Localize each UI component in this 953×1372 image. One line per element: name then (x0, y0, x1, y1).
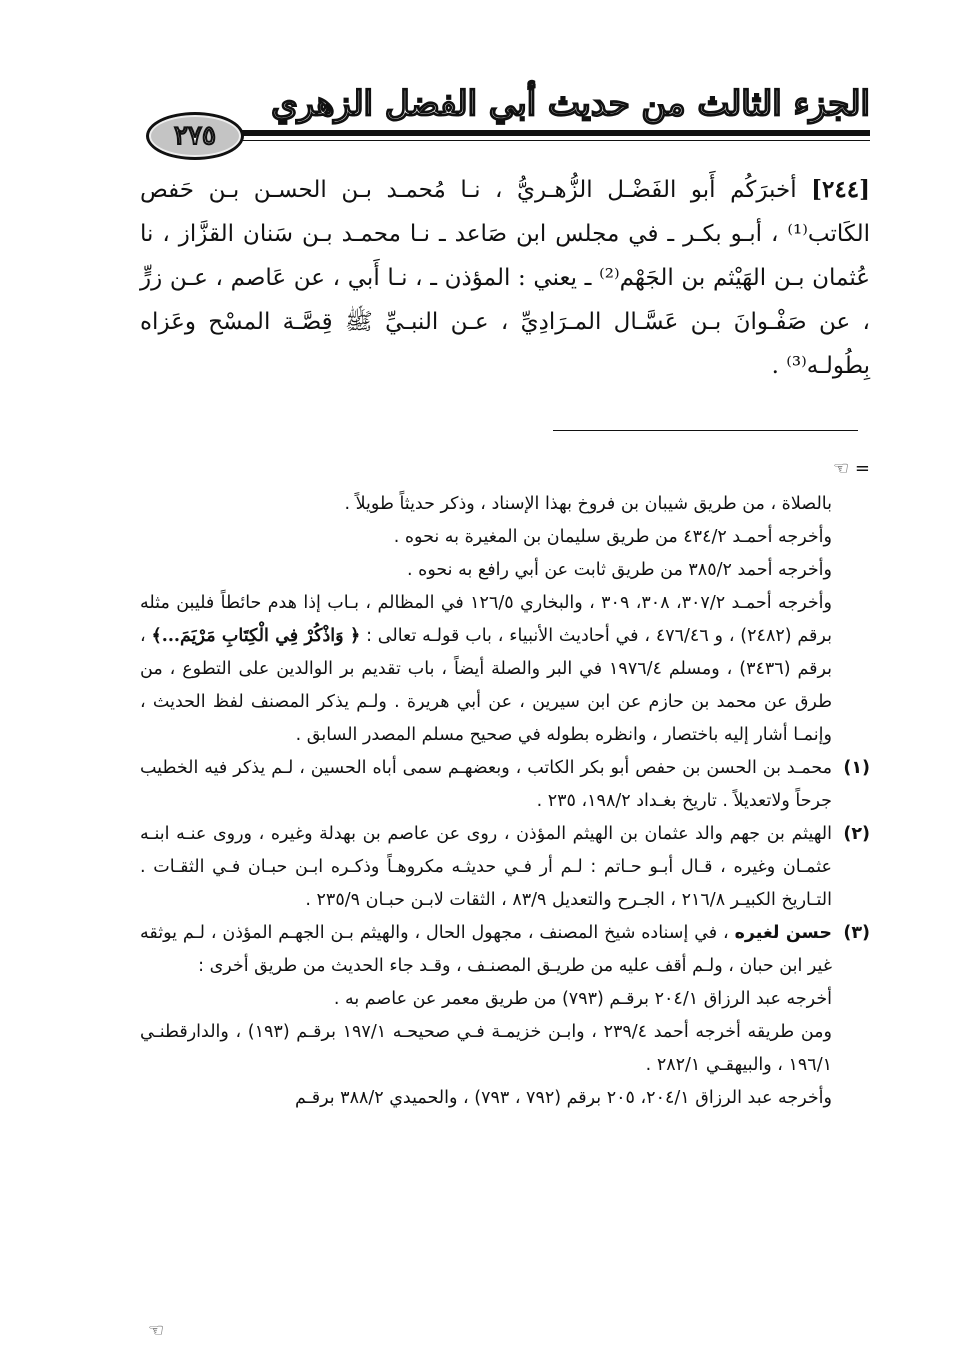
continued-line: بالصلاة ، من طريق شيبان بن فروخ بهذا الإسناد ، وذكر حديثاً طويلاً . (344, 494, 832, 514)
footnote-text: الهيثم بن جهم والد عثمان بن الهيثم المؤذن ، روى عن عاصم بن بهدلة وغيره ، وروى عنـه ابنـه عثمـان وغيره ، قـال أبـو حـاتم : لـم أر فـي حديثـه مكروهـاً وذكـره ابـن حبـان فـي الثقـات . التـاريخ الكبيـر ٢١٦/٨ ، الجـرح والتعديل ٨٣/٩ ، الثقات لابـن حبـان ٢٣٥/٩ . (140, 824, 832, 910)
footnote-2 (140, 818, 870, 917)
continued-line: وأخرجه أحمـد ٤٣٤/٢ من طريق سليمان بن المغيرة به نحوه . (393, 527, 832, 547)
next-page-mark: ☜ (148, 1320, 165, 1341)
header-rule (210, 130, 870, 136)
footnote-3 (140, 917, 870, 1115)
footnote-number: (٣) (843, 923, 870, 943)
quran-phrase: ﴿ وَاذْكُرْ فِي الْكِتَابِ مَرْيَمَ...﴾ (151, 626, 361, 646)
page-header (140, 78, 870, 158)
footnote-divider (553, 430, 858, 431)
footnote-text: محمـد بن الحسن بن حفص أبو بكر الكاتب ، وبعضهـم سمى أباه الحسين ، لـم يذكر فيه الخطيب جرحاً ولاتعديلاً . تاريخ بغـداد ١٩٨/٢، ٢٣٥ . (140, 758, 832, 811)
footnote-sub-line: ومن طريقه أخرجه أحمد ٢٣٩/٤ ، وابـن خزيمـة فـي صحيحـه ١٩٧/١ برقـم (١٩٣) ، والدارقطنـي ١٩٦/١ ، والبيهقـي ٢٨٢/١ . (140, 1022, 832, 1075)
footnote-text (140, 917, 832, 983)
footnote-sub-line: أخرجه عبد الرزاق ٢٠٤/١ برقـم (٧٩٣) من طريق معمر عن عاصم به . (333, 989, 832, 1009)
hadith-number: [٢٤٤] (811, 176, 870, 203)
footnote-number: (١) (843, 758, 870, 778)
continued-line: وأخرجه أحمد ٣٨٥/٢ من طريق ثابت عن أبي رافع به نحوه . (407, 560, 832, 580)
continued-line (140, 587, 832, 752)
footnote-body: ، في إسناده شيخ المصنف ، مجهول الحال ، والهيثم بـن الجهـم المؤذن ، لـم يوثقه غير ابن حبان ، ولـم أقف عليه من طريـق المصنـف ، وقـد جاء الحديث من طريق أخرى : (140, 923, 832, 976)
footnote-1 (140, 752, 870, 818)
hadith-text (140, 168, 870, 388)
header-rule-thin (210, 140, 870, 141)
hadith-paragraph (140, 168, 870, 388)
grading: حسن لغيره (734, 923, 832, 943)
continuation-mark: = ☜ (833, 458, 870, 479)
continued-tail: ، برقم (٣٤٣٦) ، ومسلم ١٩٧٦/٤ في البر والصلة أيضاً ، باب تقديم بر الوالدين على التطوع ، من طرق عن محمد بن حازم عن ابن سيرين ، عن أبي هريرة . ولـم يذكر المصنف لفظ الحديث ، وإنمـا أشار إليه باختصار ، وانظره بطوله في صحيح مسلم المصدر السابق . (140, 626, 832, 745)
page-number-badge: ٢٧٥ (146, 112, 244, 160)
footnote-number: (٢) (843, 824, 870, 844)
hadith-body: أخبرَكُم أَبو الفَضْـل الزُّهـريُّ ، نـا مُحمـد بـن الحسـن بـن حَفص الكَاتب⁽¹⁾ ، أبـو بكـر ـ في مجلس ابن صَاعد ـ نـا محمـد بـن سَنان القزَّاز ، نا عُثمان بـن الهَيْثم بن الجَهْم⁽²⁾ ـ يعني : المؤذن ـ ، نـا أَبي ، عن عَاصم ، عـن زرٍّ ، عن صَفْـوانَ بـن عَسَّـال المـرَادِيِّ ، عـن النبـيِّ ﷺ قِصَّـة المسْح وعَزاه بِطُولـه⁽³⁾ . (140, 177, 870, 379)
footnote-sub-line: وأخرجه عبد الرزاق ٢٠٤/١، ٢٠٥ برقم (٧٩٢ ، ٧٩٣) ، والحميدي ٣٨٨/٢ برقـم (294, 1088, 832, 1108)
continued-note (140, 488, 870, 752)
running-title: الجزء الثالث من حديث أبي الفضل الزهري (271, 84, 870, 124)
continued-text: وأخرجه أحمـد ٣٠٧/٢، ٣٠٨، ٣٠٩ ، والبخاري ١٢٦/٥ في المظالم ، بـاب إذا هدم حائطاً فليبن مثله برقم (٢٤٨٢) ، و ٤٧٦/٤٦ ، في أحاديث الأنبياء ، باب قولـه تعالى : (140, 593, 832, 646)
footnotes (140, 452, 870, 1115)
